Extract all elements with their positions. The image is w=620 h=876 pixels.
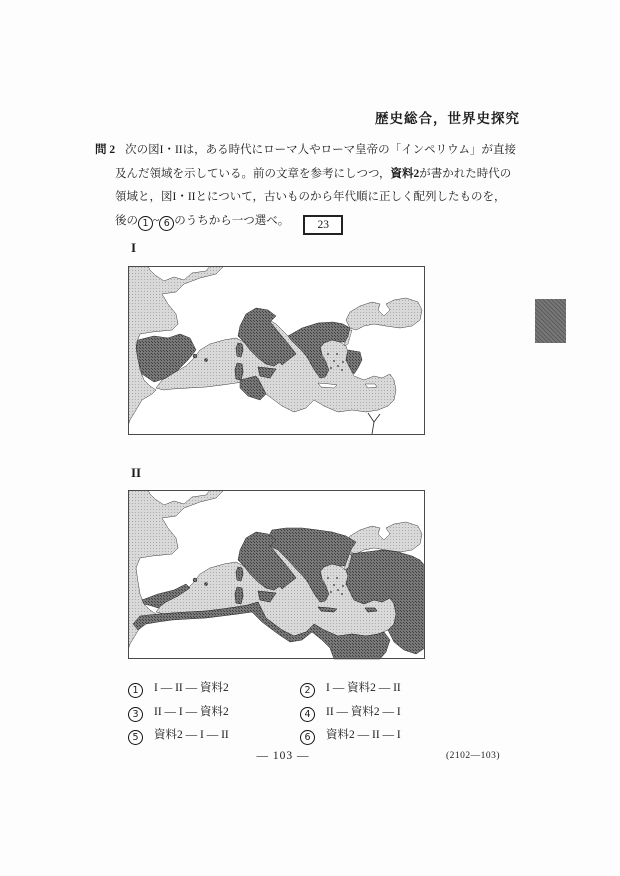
choice-3-circled-number-icon: 3 [128,707,143,722]
question-text-2-bold: 資料2 [390,167,420,180]
choice-2-circled-number-icon: 2 [300,683,315,698]
question-line-1 [95,139,540,163]
choice-6-label: 資料2 — II — I [326,729,401,741]
question-text-4a: 後の [115,215,138,228]
choice-5-circled-number-icon: 5 [128,730,143,745]
choice-6 [300,726,472,750]
sardinia-territory [235,363,243,380]
choice-1 [128,679,300,703]
map-1-figure [128,266,425,436]
choice-5 [128,726,300,750]
circled-number-1-icon: 1 [138,216,153,231]
choice-2 [300,679,472,703]
question-tilde: ~ [153,215,160,228]
question-line-3 [115,186,540,210]
choice-6-circled-number-icon: 6 [300,730,315,745]
choice-4-circled-number-icon: 4 [300,707,315,722]
page-number: — 103 — [256,750,310,762]
choice-row-1 [128,679,498,703]
circled-number-6-icon: 6 [159,216,174,231]
choice-3 [128,703,300,727]
question-text-3: 領域と，図I・IIとについて，古いものから年代順に正しく配列したものを， [115,191,506,204]
balearic-territory [193,354,197,358]
page-edge-tab-mark [535,299,566,343]
balearic-territory [193,578,197,582]
choice-2-label: I — 資料2 — II [326,682,401,694]
choice-3-label: II — I — 資料2 [154,705,229,718]
question-text-2b: が書かれた時代の [419,167,512,180]
choices-block [128,679,498,750]
map-2-figure [128,490,425,660]
choice-row-2 [128,703,498,727]
map-1-label: I [131,240,137,255]
choice-1-label: I — II — 資料2 [154,682,229,694]
question-text-4b: のうちから一つ選べ。 [174,215,290,228]
map-2-label: II [131,465,142,480]
sardinia-territory [235,587,243,604]
choice-4 [300,703,472,727]
question-text-2a: 及んだ領域を示している。前の文章を参考にしつつ， [115,167,391,180]
booklet-code: (2102—103) [446,751,501,761]
page-header-title: 歴史総合，世界史探究 [375,111,520,126]
question-text-1: 次の図I・IIは，ある時代にローマ人やローマ皇帝の「インペリウム」が直接 [125,144,516,156]
answer-number-box: 23 [303,215,343,235]
choice-5-label: 資料2 — I — II [154,729,229,741]
question-block [95,139,540,234]
choice-row-3 [128,726,498,750]
balearic-territory-2 [204,582,207,585]
choice-4-label: II — 資料2 — I [326,705,401,718]
question-line-2 [115,163,540,187]
question-number: 問 2 [95,144,116,156]
choice-1-circled-number-icon: 1 [128,683,143,698]
question-line-4 [115,210,540,234]
balearic-territory-2 [204,358,207,361]
